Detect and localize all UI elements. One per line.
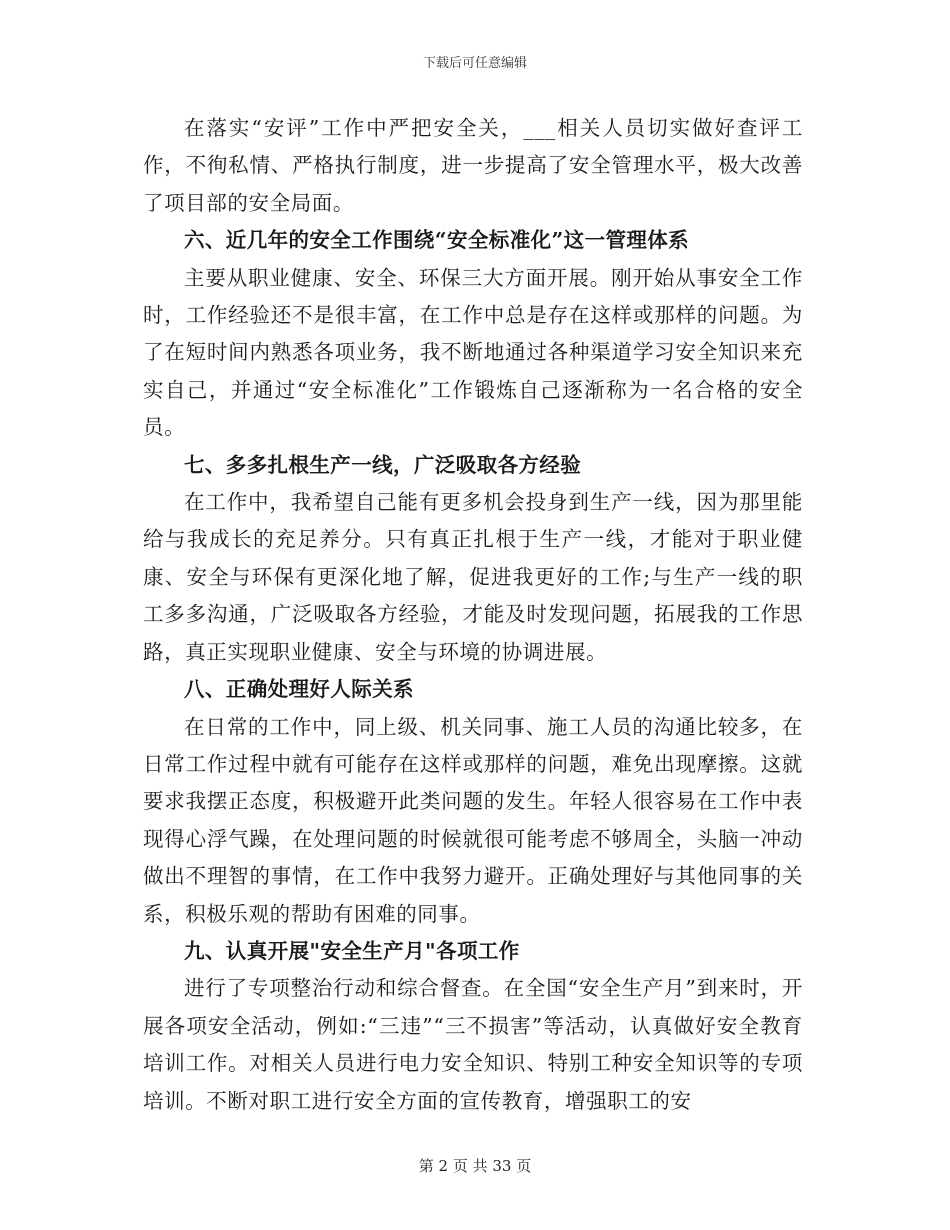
document-body <box>143 110 803 1120</box>
paragraph: 进行了专项整治行动和综合督查。在全国“安全生产月”到来时，开展各项安全活动，例如:“三违”“三不损害”等活动，认真做好安全教育培训工作。对相关人员进行电力安全知识、特别工种安全知识等的专项培训。不断对职工进行安全方面的宣传教育，增强职工的安 <box>143 976 803 1113</box>
section-heading: 七、多多扎根生产一线，广泛吸取各方经验 <box>184 452 582 477</box>
paragraph: 在日常的工作中，同上级、机关同事、施工人员的沟通比较多，在日常工作过程中就有可能存在这样或那样的问题，难免出现摩擦。这就要求我摆正态度，积极避开此类问题的发生。年轻人很容易在工作中表现得心浮气躁，在处理问题的时候就很可能考虑不够周全，头脑一冲动做出不理智的事情，在工作中我努力避开。正确处理好与其他同事的关系，积极乐观的帮助有困难的同事。 <box>143 714 803 926</box>
page-header: 下载后可任意编辑 <box>422 56 527 71</box>
section-heading: 六、近几年的安全工作围绕“安全标准化”这一管理体系 <box>184 228 690 253</box>
paragraph: 在工作中，我希望自己能有更多机会投身到生产一线，因为那里能给与我成长的充足养分。只有真正扎根于生产一线，才能对于职业健康、安全与环保有更深化地了解，促进我更好的工作;与生产一线的职工多多沟通，广泛吸取各方经验，才能及时发现问题，拓展我的工作思路，真正实现职业健康、安全与环境的协调进展。 <box>143 490 803 664</box>
section-heading: 九、认真开展"安全生产月"各项工作 <box>184 938 520 963</box>
paragraph: 主要从职业健康、安全、环保三大方面开展。刚开始从事安全工作时，工作经验还不是很丰富，在工作中总是存在这样或那样的问题。为了在短时间内熟悉各项业务，我不断地通过各种渠道学习安全知识来充实自己，并通过“安全标准化”工作锻炼自己逐渐称为一名合格的安全员。 <box>143 265 803 440</box>
paragraph: 在落实“安评”工作中严把安全关，___相关人员切实做好查评工作，不徇私情、严格执行制度，进一步提高了安全管理水平，极大改善了项目部的安全局面。 <box>143 116 803 215</box>
section-heading: 八、正确处理好人际关系 <box>184 677 414 702</box>
page-number: 第 2 页 共 33 页 <box>418 1157 532 1175</box>
